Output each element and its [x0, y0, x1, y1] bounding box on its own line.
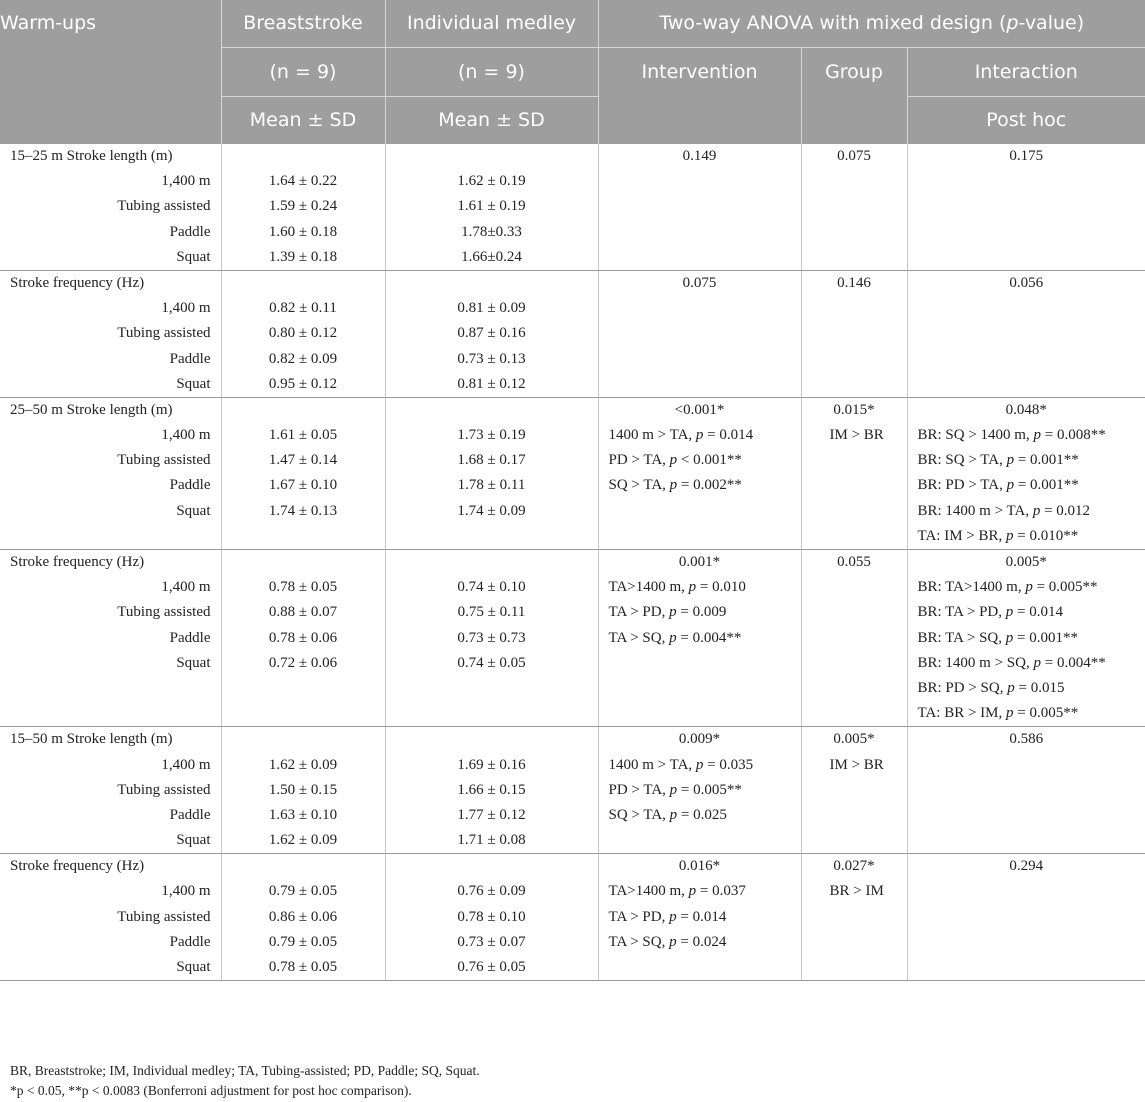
medley-value: 0.74 ± 0.10: [457, 579, 526, 596]
breaststroke-value: 0.79 ± 0.05: [268, 933, 338, 950]
intervention-p-value: <0.001*: [674, 401, 725, 418]
medley-value: 0.73 ± 0.07: [457, 933, 526, 950]
group-cell: [801, 854, 907, 981]
header-post-hoc: Post hoc: [907, 97, 1145, 145]
breaststroke-value: 1.60 ± 0.18: [268, 223, 338, 240]
table-block: [0, 727, 1145, 854]
header-mean-sd-breaststroke: Mean ± SD: [221, 97, 385, 145]
breaststroke-cell: [221, 397, 385, 549]
interaction-post-hoc: BR: 1400 m > SQ, p = 0.004**: [917, 654, 1106, 671]
spacer: [222, 144, 385, 169]
interaction-cell: [907, 397, 1145, 549]
header-n-breaststroke: (n = 9): [221, 48, 385, 97]
breaststroke-value: 1.62 ± 0.09: [268, 756, 338, 773]
header-empty: [0, 97, 221, 145]
header-interaction: Interaction: [907, 48, 1145, 97]
intervention-p-value: 0.149: [682, 148, 717, 164]
medley-value: 1.66±0.24: [461, 248, 522, 265]
interaction-p-value: 0.048*: [1005, 401, 1047, 418]
intervention-post-hoc: 1400 m > TA, p = 0.014: [608, 427, 754, 444]
interaction-cell: [907, 727, 1145, 854]
spacer: [222, 854, 385, 879]
spacer: [386, 144, 598, 169]
group-p-value: 0.146: [837, 274, 871, 291]
condition-label: Paddle: [169, 806, 211, 823]
intervention-cell: [598, 550, 801, 727]
measure-label: Stroke frequency (Hz): [10, 554, 145, 570]
condition-label: Squat: [176, 248, 211, 265]
group-cell: [801, 550, 907, 727]
breaststroke-value: 0.78 ± 0.06: [268, 629, 338, 646]
warmup-cell: [0, 854, 221, 981]
interaction-post-hoc: TA: IM > BR, p = 0.010**: [917, 527, 1079, 544]
group-p-value: 0.005*: [833, 731, 875, 748]
table-row: [0, 270, 1145, 397]
breaststroke-value: 0.78 ± 0.05: [268, 959, 338, 975]
breaststroke-value: 1.39 ± 0.18: [268, 248, 338, 265]
interaction-post-hoc: TA: BR > IM, p = 0.005**: [917, 705, 1079, 722]
medley-value: 1.69 ± 0.16: [457, 756, 526, 773]
header-anova: [598, 0, 1145, 48]
interaction-post-hoc: BR: SQ > 1400 m, p = 0.008**: [917, 427, 1106, 444]
medley-cell: [385, 270, 598, 397]
condition-label: 1,400 m: [161, 579, 211, 596]
condition-label: Paddle: [169, 350, 211, 367]
condition-label: Squat: [176, 502, 211, 519]
intervention-p-value: 0.001*: [678, 554, 721, 570]
header-group: Group: [801, 48, 907, 97]
table-row: [0, 144, 1145, 270]
breaststroke-value: 1.74 ± 0.13: [268, 502, 338, 519]
group-post-hoc: IM > BR: [829, 756, 884, 773]
breaststroke-value: 1.61 ± 0.05: [268, 427, 338, 444]
header-intervention: Intervention: [598, 48, 801, 97]
header-anova-prefix: Two-way ANOVA with mixed design (: [659, 12, 1007, 34]
breaststroke-value: 1.50 ± 0.15: [268, 781, 338, 798]
intervention-p-value: 0.009*: [678, 731, 721, 748]
interaction-post-hoc: BR: PD > TA, p = 0.001**: [917, 477, 1079, 494]
interaction-post-hoc: BR: TA > PD, p = 0.014: [917, 604, 1063, 621]
table-row: [0, 854, 1145, 981]
table-block: [0, 397, 1145, 549]
header-empty: [598, 97, 801, 145]
intervention-cell: [598, 727, 801, 854]
group-p-value: 0.075: [837, 148, 871, 164]
group-post-hoc: IM > BR: [829, 427, 884, 444]
breaststroke-value: 0.78 ± 0.05: [268, 579, 338, 596]
condition-label: Tubing assisted: [117, 198, 211, 215]
condition-label: 1,400 m: [161, 173, 211, 190]
table-block: [0, 854, 1145, 981]
header-anova-suffix: -value): [1018, 12, 1085, 34]
medley-cell: [385, 397, 598, 549]
medley-value: 1.73 ± 0.19: [457, 427, 526, 444]
condition-label: Squat: [176, 375, 211, 392]
intervention-post-hoc: TA>1400 m, p = 0.010: [608, 579, 746, 596]
table-row: [0, 397, 1145, 549]
group-cell: [801, 270, 907, 397]
breaststroke-value: 0.82 ± 0.11: [269, 300, 337, 317]
breaststroke-value: 0.86 ± 0.06: [268, 908, 338, 925]
condition-label: Tubing assisted: [117, 452, 211, 469]
group-cell: [801, 144, 907, 270]
medley-value: 0.75 ± 0.11: [457, 604, 526, 621]
medley-value: 1.74 ± 0.09: [457, 502, 526, 519]
medley-cell: [385, 854, 598, 981]
condition-label: Tubing assisted: [117, 908, 211, 925]
header-anova-p: p: [1006, 12, 1019, 34]
intervention-post-hoc: PD > TA, p < 0.001**: [608, 452, 742, 469]
interaction-p-value: 0.294: [1009, 858, 1044, 875]
medley-cell: [385, 727, 598, 854]
breaststroke-value: 1.67 ± 0.10: [268, 477, 338, 494]
interaction-cell: [907, 144, 1145, 270]
table-row: [0, 727, 1145, 854]
medley-value: 0.78 ± 0.10: [457, 908, 526, 925]
condition-label: 1,400 m: [161, 427, 211, 444]
header-empty: [801, 97, 907, 145]
breaststroke-value: 0.82 ± 0.09: [268, 350, 338, 367]
condition-label: Squat: [176, 654, 211, 671]
breaststroke-value: 0.88 ± 0.07: [268, 604, 338, 621]
medley-value: 1.77 ± 0.12: [457, 806, 526, 823]
header-breaststroke: Breaststroke: [221, 0, 385, 48]
medley-value: 1.78±0.33: [461, 223, 522, 240]
interaction-p-value: 0.056: [1009, 274, 1044, 291]
breaststroke-value: 1.64 ± 0.22: [268, 173, 338, 190]
intervention-post-hoc: PD > TA, p = 0.005**: [608, 781, 742, 798]
header-individual-medley: Individual medley: [385, 0, 598, 48]
group-p-value: 0.055: [837, 554, 871, 570]
intervention-post-hoc: TA > SQ, p = 0.024: [608, 933, 727, 950]
breaststroke-value: 0.79 ± 0.05: [268, 883, 338, 900]
medley-value: 1.66 ± 0.15: [457, 781, 526, 798]
breaststroke-value: 0.72 ± 0.06: [268, 654, 338, 671]
medley-value: 0.81 ± 0.09: [457, 300, 526, 317]
medley-value: 0.81 ± 0.12: [457, 375, 526, 392]
header-n-medley: (n = 9): [385, 48, 598, 97]
breaststroke-value: 1.59 ± 0.24: [268, 198, 338, 215]
intervention-cell: [598, 270, 801, 397]
breaststroke-cell: [221, 727, 385, 854]
spacer: [222, 727, 385, 752]
condition-label: Paddle: [169, 223, 211, 240]
intervention-post-hoc: TA > SQ, p = 0.004**: [608, 629, 742, 646]
interaction-cell: [907, 270, 1145, 397]
table-header: [0, 0, 1145, 144]
measure-label: Stroke frequency (Hz): [10, 274, 145, 291]
medley-value: 0.73 ± 0.13: [457, 350, 526, 367]
measure-label: 25–50 m Stroke length (m): [10, 401, 173, 418]
spacer: [386, 398, 598, 423]
breaststroke-value: 1.62 ± 0.09: [268, 832, 338, 849]
spacer: [386, 550, 598, 575]
breaststroke-value: 1.47 ± 0.14: [268, 452, 338, 469]
footnotes: [10, 1061, 480, 1101]
intervention-cell: [598, 854, 801, 981]
condition-label: Squat: [176, 832, 211, 849]
breaststroke-value: 0.80 ± 0.12: [268, 325, 338, 342]
intervention-post-hoc: TA > PD, p = 0.014: [608, 908, 727, 925]
group-post-hoc: BR > IM: [829, 883, 884, 900]
condition-label: Tubing assisted: [117, 604, 211, 621]
condition-label: 1,400 m: [161, 883, 211, 900]
intervention-post-hoc: TA > PD, p = 0.009: [608, 604, 727, 621]
warmup-cell: [0, 270, 221, 397]
medley-value: 0.73 ± 0.73: [457, 629, 526, 646]
measure-label: 15–25 m Stroke length (m): [10, 148, 173, 164]
measure-label: Stroke frequency (Hz): [10, 858, 145, 875]
breaststroke-value: 1.63 ± 0.10: [268, 806, 338, 823]
measure-label: 15–50 m Stroke length (m): [10, 731, 173, 748]
interaction-post-hoc: BR: SQ > TA, p = 0.001**: [917, 452, 1079, 469]
condition-label: Tubing assisted: [117, 325, 211, 342]
intervention-cell: [598, 144, 801, 270]
breaststroke-cell: [221, 270, 385, 397]
warmup-cell: [0, 550, 221, 727]
condition-label: Squat: [176, 959, 211, 975]
footnote-significance: *p < 0.05, **p < 0.0083 (Bonferroni adjustment for post hoc comparison).: [10, 1083, 412, 1098]
interaction-p-value: 0.175: [1009, 148, 1044, 164]
warmup-cell: [0, 397, 221, 549]
medley-value: 0.87 ± 0.16: [457, 325, 526, 342]
breaststroke-cell: [221, 550, 385, 727]
interaction-post-hoc: BR: TA > SQ, p = 0.001**: [917, 629, 1078, 646]
table-block: [0, 550, 1145, 727]
intervention-post-hoc: 1400 m > TA, p = 0.035: [608, 756, 754, 773]
medley-value: 0.76 ± 0.05: [457, 959, 526, 975]
condition-label: Paddle: [169, 477, 211, 494]
group-p-value: 0.027*: [833, 858, 875, 875]
breaststroke-cell: [221, 854, 385, 981]
intervention-post-hoc: TA>1400 m, p = 0.037: [608, 883, 746, 900]
intervention-post-hoc: SQ > TA, p = 0.025: [608, 806, 727, 823]
header-warmups: Warm-ups: [0, 0, 221, 48]
condition-label: Paddle: [169, 629, 211, 646]
interaction-cell: [907, 550, 1145, 727]
warmup-cell: [0, 727, 221, 854]
table-block: [0, 144, 1145, 270]
condition-label: 1,400 m: [161, 300, 211, 317]
header-empty: [0, 48, 221, 97]
interaction-post-hoc: BR: PD > SQ, p = 0.015: [917, 679, 1065, 696]
intervention-p-value: 0.075: [682, 274, 717, 291]
intervention-cell: [598, 397, 801, 549]
medley-value: 0.76 ± 0.09: [457, 883, 526, 900]
interaction-cell: [907, 854, 1145, 981]
group-cell: [801, 397, 907, 549]
intervention-post-hoc: SQ > TA, p = 0.002**: [608, 477, 742, 494]
spacer: [222, 550, 385, 575]
spacer: [386, 727, 598, 752]
spacer: [386, 854, 598, 879]
medley-value: 1.71 ± 0.08: [457, 832, 526, 849]
condition-label: 1,400 m: [161, 756, 211, 773]
warmup-cell: [0, 144, 221, 270]
medley-value: 0.74 ± 0.05: [457, 654, 526, 671]
spacer: [222, 271, 385, 296]
interaction-p-value: 0.005*: [1005, 554, 1047, 570]
header-mean-sd-medley: Mean ± SD: [385, 97, 598, 145]
condition-label: Paddle: [169, 933, 211, 950]
medley-cell: [385, 550, 598, 727]
interaction-p-value: 0.586: [1009, 731, 1044, 748]
interaction-post-hoc: BR: TA>1400 m, p = 0.005**: [917, 579, 1098, 596]
table-row: [0, 550, 1145, 727]
group-cell: [801, 727, 907, 854]
medley-value: 1.68 ± 0.17: [457, 452, 526, 469]
breaststroke-cell: [221, 144, 385, 270]
medley-value: 1.61 ± 0.19: [457, 198, 526, 215]
breaststroke-value: 0.95 ± 0.12: [268, 375, 338, 392]
spacer: [222, 398, 385, 423]
interaction-post-hoc: BR: 1400 m > TA, p = 0.012: [917, 502, 1091, 519]
medley-value: 1.62 ± 0.19: [457, 173, 526, 190]
table-block: [0, 270, 1145, 397]
intervention-p-value: 0.016*: [678, 858, 721, 875]
medley-value: 1.78 ± 0.11: [457, 477, 526, 494]
spacer: [386, 271, 598, 296]
group-p-value: 0.015*: [833, 401, 875, 418]
footnote-abbreviations: BR, Breaststroke; IM, Individual medley; TA, Tubing-assisted; PD, Paddle; SQ, Squat.: [10, 1063, 480, 1078]
medley-cell: [385, 144, 598, 270]
condition-label: Tubing assisted: [117, 781, 211, 798]
